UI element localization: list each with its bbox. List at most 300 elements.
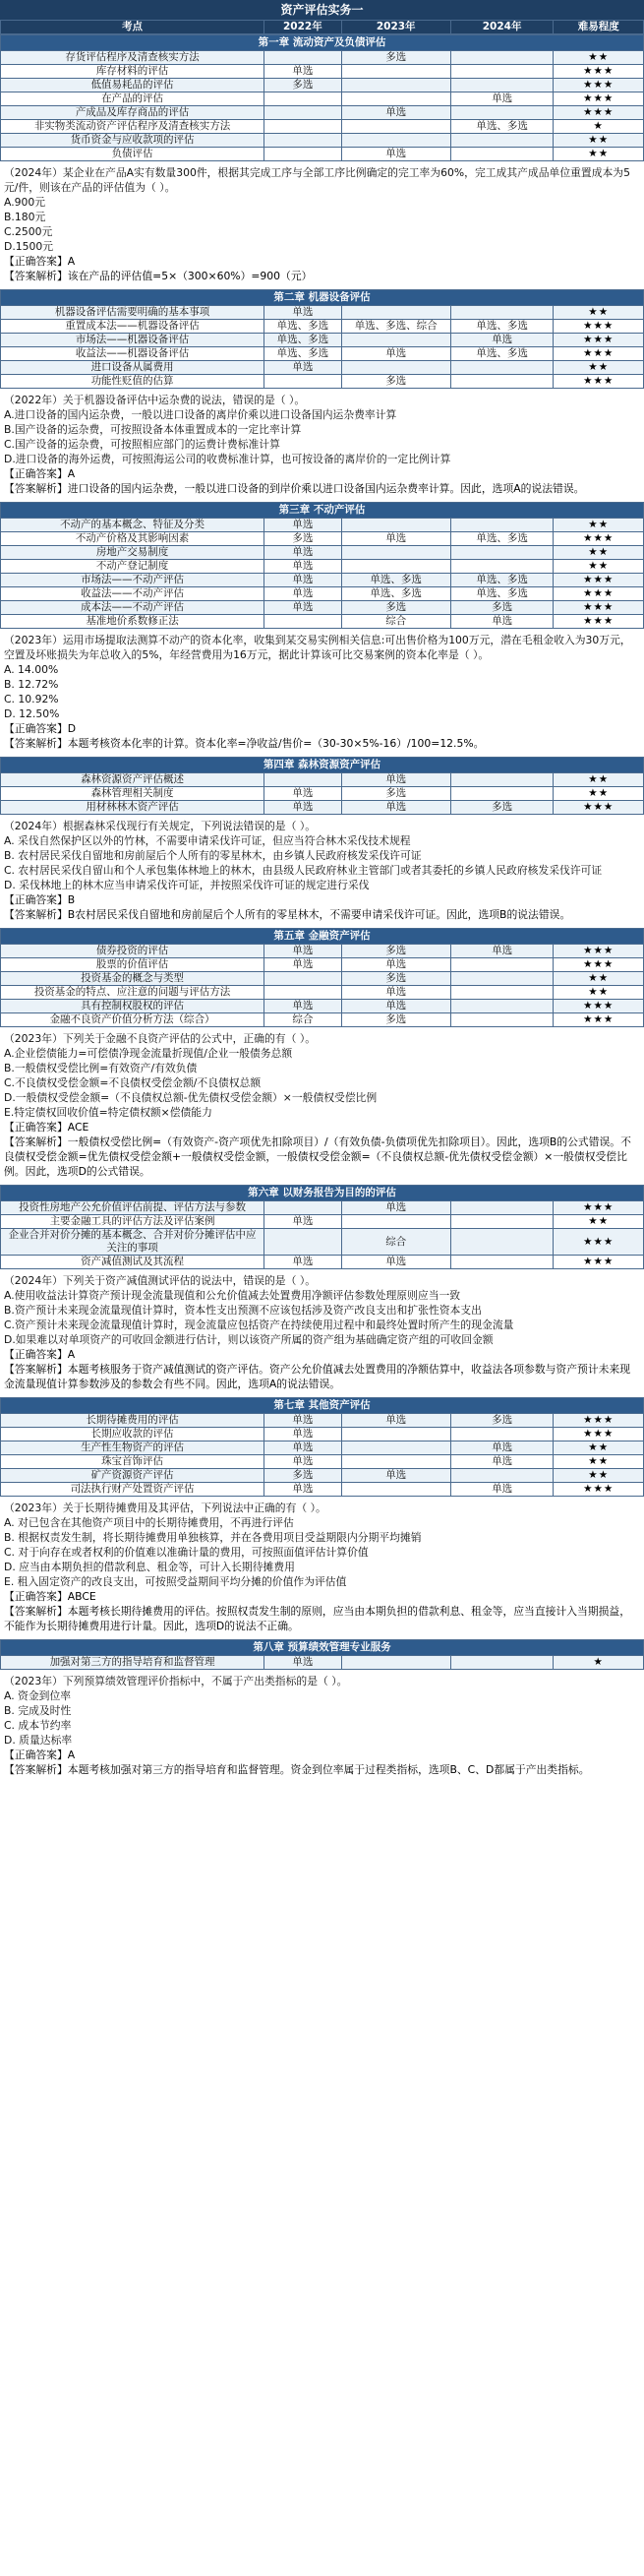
question-option: C.2500元 <box>4 225 53 238</box>
question-block <box>0 1027 644 1185</box>
year-cell <box>264 615 341 629</box>
topic-cell: 投资基金的特点、应注意的问题与评估方法 <box>1 986 264 1000</box>
year-cell: 单选 <box>264 587 341 601</box>
year-cell <box>264 1201 341 1215</box>
question-option: A.900元 <box>4 196 46 209</box>
difficulty-stars: ★★★ <box>554 1483 644 1497</box>
question-block <box>0 1670 644 1783</box>
topic-cell: 珠宝首饰评估 <box>1 1455 264 1469</box>
question-option: A.企业偿债能力=可偿债净现金流量折现值/企业一般债务总额 <box>4 1047 293 1060</box>
table-row <box>1 92 644 106</box>
year-cell: 单选 <box>264 1215 341 1229</box>
table-row <box>1 134 644 148</box>
year-cell <box>450 1229 554 1256</box>
question-option: D. 12.50% <box>4 707 60 720</box>
difficulty-stars: ★★★ <box>554 587 644 601</box>
question-block <box>0 1269 644 1397</box>
difficulty-stars: ★★★ <box>554 1013 644 1027</box>
table-row <box>1 1656 644 1670</box>
question-stem: （2024年）某企业在产品A实有数量300件，根据其完成工序与全部工序比例确定的完工率为60%，完工成其产成品单位重置成本为5元/件，则该在产品的评估值为（ ）。 <box>4 166 630 194</box>
chapter-table <box>0 1397 644 1497</box>
question-option: A. 14.00% <box>4 663 59 676</box>
year-cell: 单选 <box>264 1455 341 1469</box>
question-option: D.一般债权受偿金额=（不良债权总额-优先债权受偿金额）×一般债权受偿比例 <box>4 1091 378 1104</box>
chapter-band <box>1 503 644 519</box>
table-row <box>1 1000 644 1013</box>
topic-cell: 产成品及库存商品的评估 <box>1 106 264 120</box>
chapter-title: 第八章 预算绩效管理专业服务 <box>1 1640 644 1656</box>
year-cell: 单选 <box>341 1000 450 1013</box>
question-option: A. 对已包含在其他资产项目中的长期待摊费用，不再进行评估 <box>4 1516 294 1529</box>
chapter-band <box>1 929 644 945</box>
topic-cell: 库存材料的评估 <box>1 65 264 79</box>
chapter-table <box>0 757 644 815</box>
topic-cell: 基准地价系数修正法 <box>1 615 264 629</box>
table-row <box>1 546 644 560</box>
year-cell: 单选 <box>264 1414 341 1428</box>
year-cell <box>450 65 554 79</box>
difficulty-stars: ★★ <box>554 1469 644 1483</box>
difficulty-stars: ★ <box>554 120 644 134</box>
year-cell <box>450 773 554 787</box>
table-row <box>1 65 644 79</box>
year-cell: 单选 <box>264 574 341 587</box>
chapter-table <box>0 1639 644 1670</box>
topic-cell: 进口设备从属费用 <box>1 361 264 375</box>
year-cell <box>341 361 450 375</box>
difficulty-stars: ★★★ <box>554 320 644 334</box>
topic-cell: 货币资金与应收款项的评估 <box>1 134 264 148</box>
table-row <box>1 773 644 787</box>
question-option: A.进口设备的国内运杂费，一般以进口设备的离岸价乘以进口设备国内运杂费率计算 <box>4 408 397 421</box>
table-row <box>1 958 644 972</box>
difficulty-stars: ★★ <box>554 361 644 375</box>
year-cell <box>450 134 554 148</box>
year-cell: 单选、多选 <box>450 532 554 546</box>
year-cell: 单选 <box>264 801 341 815</box>
table-row <box>1 787 644 801</box>
topic-cell: 资产减值测试及其流程 <box>1 1256 264 1269</box>
question-option: B. 农村居民采伐自留地和房前屋后个人所有的零星林木，由乡镇人民政府核发采伐许可证 <box>4 849 422 862</box>
difficulty-stars: ★ <box>554 1656 644 1670</box>
topic-cell: 在产品的评估 <box>1 92 264 106</box>
year-cell <box>341 519 450 532</box>
question-option: D.1500元 <box>4 240 54 253</box>
question-stem: （2023年）运用市场提取法测算不动产的资本化率，收集到某交易实例相关信息:可出售价格为100万元，潜在毛租金收入为30万元，空置及坏账损失为年总收入的5%，年经营费用为16万元，据此计算该可比交易案例的资本化率是（ ）。 <box>4 634 631 661</box>
topic-cell: 森林管理相关制度 <box>1 787 264 801</box>
difficulty-stars: ★★★ <box>554 375 644 389</box>
year-cell <box>264 773 341 787</box>
difficulty-stars: ★★★ <box>554 92 644 106</box>
table-row <box>1 320 644 334</box>
year-cell: 综合 <box>341 615 450 629</box>
question-stem: （2022年）关于机器设备评估中运杂费的说法，错误的是（ ）。 <box>4 394 306 406</box>
topic-cell: 长期应收款的评估 <box>1 1428 264 1441</box>
question-block <box>0 389 644 502</box>
year-cell: 多选 <box>264 79 341 92</box>
correct-answer: 【正确答案】ACE <box>4 1121 89 1134</box>
year-cell: 单选 <box>341 801 450 815</box>
topic-cell: 企业合并对价分摊的基本概念、合并对价分摊评估中应关注的事项 <box>1 1229 264 1256</box>
correct-answer: 【正确答案】B <box>4 893 76 906</box>
year-cell <box>450 787 554 801</box>
year-cell: 单选、多选 <box>264 320 341 334</box>
chapter-table <box>0 34 644 161</box>
year-cell <box>450 1656 554 1670</box>
year-cell <box>264 120 341 134</box>
correct-answer: 【正确答案】A <box>4 467 76 480</box>
difficulty-stars: ★★★ <box>554 1201 644 1215</box>
topic-cell: 市场法——不动产评估 <box>1 574 264 587</box>
correct-answer: 【正确答案】A <box>4 1748 76 1761</box>
difficulty-stars: ★★★ <box>554 1256 644 1269</box>
question-option: B. 12.72% <box>4 678 59 691</box>
question-option: D. 质量达标率 <box>4 1734 73 1747</box>
year-cell <box>341 1656 450 1670</box>
year-cell <box>264 51 341 65</box>
header-row <box>1 21 644 34</box>
year-cell: 单选 <box>264 546 341 560</box>
year-cell <box>341 92 450 106</box>
topic-cell: 低值易耗品的评估 <box>1 79 264 92</box>
year-cell: 综合 <box>264 1013 341 1027</box>
table-row <box>1 601 644 615</box>
topic-cell: 具有控制权股权的评估 <box>1 1000 264 1013</box>
question-option: C. 成本节约率 <box>4 1719 72 1732</box>
chapter-table <box>0 928 644 1027</box>
year-cell: 单选、多选 <box>264 347 341 361</box>
difficulty-stars: ★★ <box>554 148 644 161</box>
table-row <box>1 334 644 347</box>
topic-cell: 机器设备评估需要明确的基本事项 <box>1 306 264 320</box>
chapter-band <box>1 1186 644 1201</box>
table-row <box>1 1441 644 1455</box>
table-row <box>1 801 644 815</box>
table-row <box>1 1256 644 1269</box>
year-cell: 单选、多选 <box>450 574 554 587</box>
question-block <box>0 1497 644 1639</box>
year-cell <box>264 106 341 120</box>
table-row <box>1 1201 644 1215</box>
column-header: 难易程度 <box>554 21 644 34</box>
question-option: E.特定债权回收价值=特定债权额×偿债能力 <box>4 1106 212 1119</box>
table-row <box>1 306 644 320</box>
chapter-title: 第四章 森林资源资产评估 <box>1 758 644 773</box>
difficulty-stars: ★★ <box>554 1455 644 1469</box>
answer-explanation: 【答案解析】本题考核资本化率的计算。资本化率=净收益/售价=（30-30×5%-16）/100=12.5%。 <box>4 737 485 750</box>
question-stem: （2024年）下列关于资产减值测试评估的说法中，错误的是（ ）。 <box>4 1274 317 1287</box>
content <box>0 20 644 1783</box>
year-cell: 单选 <box>264 361 341 375</box>
year-cell: 单选、多选 <box>450 347 554 361</box>
question-stem: （2023年）下列预算绩效管理评价指标中，不属于产出类指标的是（ ）。 <box>4 1675 348 1687</box>
year-cell: 单选 <box>341 773 450 787</box>
year-cell: 单选 <box>341 958 450 972</box>
year-cell: 多选 <box>450 801 554 815</box>
year-cell: 单选 <box>264 560 341 574</box>
difficulty-stars: ★★★ <box>554 334 644 347</box>
year-cell: 单选 <box>264 1256 341 1269</box>
year-cell <box>450 986 554 1000</box>
table-row <box>1 574 644 587</box>
table-row <box>1 120 644 134</box>
table-row <box>1 986 644 1000</box>
topic-cell: 金融不良资产价值分析方法（综合） <box>1 1013 264 1027</box>
difficulty-stars: ★★★ <box>554 615 644 629</box>
topic-cell: 长期待摊费用的评估 <box>1 1414 264 1428</box>
topic-cell: 生产性生物资产的评估 <box>1 1441 264 1455</box>
difficulty-stars: ★★ <box>554 1215 644 1229</box>
question-block <box>0 161 644 289</box>
answer-explanation: 【答案解析】本题考核服务于资产减值测试的资产评估。资产公允价值减去处置费用的净额估算中，收益法各项参数与资产预计未来现金流量现值计算参数涉及的参数会有些不同。因此，选项A的说法错误。 <box>4 1363 631 1390</box>
answer-explanation: 【答案解析】一般债权受偿比例=（有效资产-资产项优先扣除项目）/（有效负债-负债项优先扣除项目）。因此，选项B的公式错误。不良债权受偿金额=优先债权受偿金额+一般债权受偿金额，一般债权受偿金额=（不良债权总额-优先债权受偿金额）×一般债权受偿比例。因此，选项D的公式错误。 <box>4 1135 631 1178</box>
question-option: C.资产预计未来现金流量现值计算时，现金流量应包括资产在持续使用过程中和最终处置时所产生的现金流量 <box>4 1319 514 1331</box>
difficulty-stars: ★★ <box>554 306 644 320</box>
difficulty-stars: ★★ <box>554 773 644 787</box>
chapter-table <box>0 502 644 629</box>
year-cell <box>450 560 554 574</box>
table-row <box>1 361 644 375</box>
question-option: C. 农村居民采伐自留山和个人承包集体林地上的林木，由县级人民政府林业主管部门或者其委托的乡镇人民政府核发采伐许可证 <box>4 864 603 877</box>
table-row <box>1 615 644 629</box>
year-cell: 单选 <box>341 1414 450 1428</box>
answer-explanation: 【答案解析】进口设备的国内运杂费，一般以进口设备的到岸价乘以进口设备国内运杂费率计算。因此，选项A的说法错误。 <box>4 482 585 495</box>
year-cell <box>264 92 341 106</box>
topic-cell: 用材林林木资产评估 <box>1 801 264 815</box>
difficulty-stars: ★★★ <box>554 601 644 615</box>
topic-cell: 不动产价格及其影响因素 <box>1 532 264 546</box>
year-cell: 单选、多选 <box>341 587 450 601</box>
year-cell <box>450 546 554 560</box>
question-option: D.进口设备的海外运费，可按照海运公司的收费标准计算，也可按设备的离岸价的一定比例计算 <box>4 453 451 465</box>
year-cell: 单选 <box>264 1441 341 1455</box>
topic-cell: 债券投资的评估 <box>1 945 264 958</box>
year-cell: 单选 <box>264 601 341 615</box>
year-cell: 多选 <box>341 945 450 958</box>
chapter-title: 第二章 机器设备评估 <box>1 290 644 306</box>
year-cell: 多选 <box>341 1013 450 1027</box>
year-cell: 单选 <box>264 1483 341 1497</box>
correct-answer: 【正确答案】D <box>4 722 77 735</box>
year-cell: 单选 <box>341 1201 450 1215</box>
chapter-table <box>0 1185 644 1269</box>
table-row <box>1 1428 644 1441</box>
table-row <box>1 347 644 361</box>
table-row <box>1 519 644 532</box>
year-cell: 综合 <box>341 1229 450 1256</box>
chapter-title: 第七章 其他资产评估 <box>1 1398 644 1414</box>
question-option: E. 租入固定资产的改良支出，可按照受益期间平均分摊的价值作为评估值 <box>4 1575 347 1588</box>
topic-cell: 司法执行财产处置资产评估 <box>1 1483 264 1497</box>
difficulty-stars: ★★ <box>554 546 644 560</box>
topic-cell: 成本法——不动产评估 <box>1 601 264 615</box>
topic-cell: 收益法——不动产评估 <box>1 587 264 601</box>
year-cell: 单选 <box>341 1256 450 1269</box>
chapter-title: 第三章 不动产评估 <box>1 503 644 519</box>
question-option: A.使用收益法计算资产预计现金流量现值和公允价值减去处置费用净额评估参数处理原则应当一致 <box>4 1289 461 1302</box>
year-cell: 多选 <box>450 1414 554 1428</box>
year-cell: 多选 <box>264 532 341 546</box>
year-cell <box>341 120 450 134</box>
year-cell <box>341 1483 450 1497</box>
table-row <box>1 1215 644 1229</box>
question-option: D. 采伐林地上的林木应当申请采伐许可证，并按照采伐许可证的规定进行采伐 <box>4 879 370 891</box>
year-cell <box>264 986 341 1000</box>
year-cell: 单选 <box>264 519 341 532</box>
year-cell <box>264 1229 341 1256</box>
difficulty-stars: ★★★ <box>554 79 644 92</box>
year-cell: 单选、多选 <box>450 587 554 601</box>
year-cell: 单选 <box>450 92 554 106</box>
table-row <box>1 1483 644 1497</box>
question-block <box>0 629 644 757</box>
question-option: C.不良债权受偿金额=不良债权受偿金额/不良债权总额 <box>4 1076 262 1089</box>
topic-cell: 股票的价值评估 <box>1 958 264 972</box>
difficulty-stars: ★★ <box>554 972 644 986</box>
difficulty-stars: ★★★ <box>554 945 644 958</box>
year-cell: 单选 <box>450 1441 554 1455</box>
topic-cell: 功能性贬值的估算 <box>1 375 264 389</box>
table-row <box>1 51 644 65</box>
year-cell: 单选 <box>341 148 450 161</box>
year-cell <box>450 1215 554 1229</box>
difficulty-stars: ★★★ <box>554 1428 644 1441</box>
year-cell: 单选 <box>264 1000 341 1013</box>
year-cell: 单选 <box>341 986 450 1000</box>
topic-cell: 不动产登记制度 <box>1 560 264 574</box>
year-cell: 单选 <box>264 306 341 320</box>
year-cell: 多选 <box>341 375 450 389</box>
question-stem: （2024年）根据森林采伐现行有关规定，下列说法错误的是（ ）。 <box>4 820 317 832</box>
year-cell: 单选 <box>450 334 554 347</box>
year-cell: 多选 <box>341 972 450 986</box>
year-cell <box>450 1000 554 1013</box>
year-cell <box>264 972 341 986</box>
question-stem: （2023年）下列关于金融不良资产评估的公式中，正确的有（ ）。 <box>4 1032 317 1045</box>
year-cell: 单选 <box>450 615 554 629</box>
answer-explanation: 【答案解析】B农村居民采伐自留地和房前屋后个人所有的零星林木，不需要申请采伐许可证。因此，选项B的说法错误。 <box>4 908 571 921</box>
topic-cell: 收益法——机器设备评估 <box>1 347 264 361</box>
year-cell: 单选 <box>264 945 341 958</box>
question-option: B. 完成及时性 <box>4 1704 72 1717</box>
question-option: C.国产设备的运杂费，可按照相应部门的运费计费标准计算 <box>4 438 280 451</box>
difficulty-stars: ★★★ <box>554 574 644 587</box>
column-header: 考点 <box>1 21 264 34</box>
year-cell <box>450 1469 554 1483</box>
question-option: D.如果难以对单项资产的可收回金额进行估计，则以该资产所属的资产组为基础确定资产组的可收回金额 <box>4 1333 494 1346</box>
topic-cell: 市场法——机器设备评估 <box>1 334 264 347</box>
difficulty-stars: ★★ <box>554 51 644 65</box>
topic-cell: 投资基金的概念与类型 <box>1 972 264 986</box>
difficulty-stars: ★★ <box>554 787 644 801</box>
difficulty-stars: ★★ <box>554 986 644 1000</box>
year-cell: 单选 <box>341 347 450 361</box>
year-cell: 单选 <box>264 1428 341 1441</box>
year-cell: 单选 <box>264 958 341 972</box>
difficulty-stars: ★★★ <box>554 106 644 120</box>
question-option: C. 对于向存在或者权利的价值难以准确计量的费用，可按照面值评估计算价值 <box>4 1546 369 1559</box>
year-cell <box>341 1428 450 1441</box>
year-cell <box>264 375 341 389</box>
year-cell <box>341 65 450 79</box>
topic-cell: 矿产资源资产评估 <box>1 1469 264 1483</box>
table-row <box>1 1455 644 1469</box>
question-option: D. 应当由本期负担的借款利息、租金等，可计入长期待摊费用 <box>4 1561 295 1573</box>
chapter-band <box>1 290 644 306</box>
table-row <box>1 1229 644 1256</box>
year-cell: 单选 <box>264 1656 341 1670</box>
question-stem: （2023年）关于长期待摊费用及其评估，下列说法中正确的有（ ）。 <box>4 1502 326 1514</box>
chapter-band <box>1 758 644 773</box>
table-row <box>1 1469 644 1483</box>
chapter-band <box>1 1398 644 1414</box>
difficulty-stars: ★★★ <box>554 347 644 361</box>
year-cell <box>450 519 554 532</box>
table-row <box>1 560 644 574</box>
correct-answer: 【正确答案】ABCE <box>4 1590 96 1603</box>
year-cell <box>450 148 554 161</box>
chapter-table <box>0 289 644 389</box>
column-header: 2023年 <box>341 21 450 34</box>
year-cell: 单选 <box>341 106 450 120</box>
year-cell <box>450 958 554 972</box>
year-cell <box>341 1455 450 1469</box>
year-cell <box>450 1013 554 1027</box>
year-cell: 单选 <box>341 1469 450 1483</box>
question-option: B. 根据权责发生制，将长期待摊费用单独核算，并在各费用项目受益期限内分期平均摊销 <box>4 1531 422 1544</box>
year-cell: 单选、多选 <box>450 120 554 134</box>
table-row <box>1 375 644 389</box>
difficulty-stars: ★★★ <box>554 801 644 815</box>
question-option: C. 10.92% <box>4 693 59 705</box>
year-cell: 单选 <box>341 532 450 546</box>
year-cell: 单选、多选 <box>264 334 341 347</box>
year-cell <box>450 375 554 389</box>
table-row <box>1 972 644 986</box>
topic-cell: 森林资源资产评估概述 <box>1 773 264 787</box>
question-block <box>0 815 644 928</box>
year-cell <box>450 361 554 375</box>
difficulty-stars: ★★★ <box>554 532 644 546</box>
table-row <box>1 148 644 161</box>
table-row <box>1 587 644 601</box>
year-cell: 单选、多选 <box>450 320 554 334</box>
year-cell <box>341 1215 450 1229</box>
year-cell <box>450 1201 554 1215</box>
year-cell <box>450 306 554 320</box>
difficulty-stars: ★★ <box>554 560 644 574</box>
year-cell: 单选 <box>264 65 341 79</box>
chapter-title: 第五章 金融资产评估 <box>1 929 644 945</box>
year-cell <box>341 546 450 560</box>
difficulty-stars: ★★★ <box>554 1000 644 1013</box>
year-cell <box>341 306 450 320</box>
year-cell: 多选 <box>341 601 450 615</box>
year-cell: 单选 <box>450 945 554 958</box>
year-cell <box>341 560 450 574</box>
chapter-title: 第六章 以财务报告为目的的评估 <box>1 1186 644 1201</box>
topic-cell: 负债评估 <box>1 148 264 161</box>
column-header: 2024年 <box>450 21 554 34</box>
correct-answer: 【正确答案】A <box>4 255 76 268</box>
table-row <box>1 106 644 120</box>
year-cell <box>450 1256 554 1269</box>
topic-cell: 非实物类流动资产评估程序及清查核实方法 <box>1 120 264 134</box>
topic-cell: 加强对第三方的指导培育和监督管理 <box>1 1656 264 1670</box>
column-header: 2022年 <box>264 21 341 34</box>
year-cell <box>450 972 554 986</box>
question-option: B.一般债权受偿比例=有效资产/有效负债 <box>4 1062 198 1074</box>
